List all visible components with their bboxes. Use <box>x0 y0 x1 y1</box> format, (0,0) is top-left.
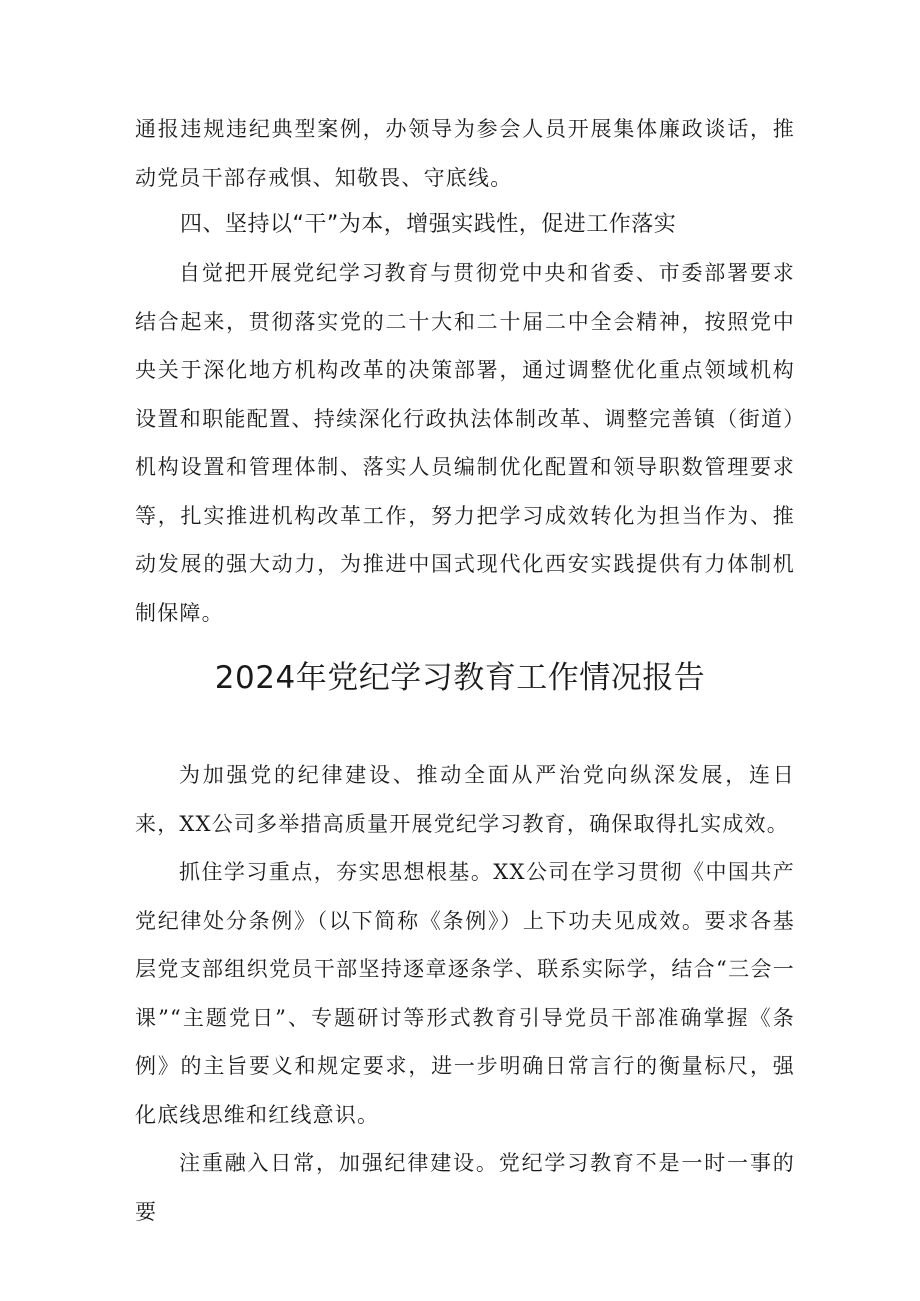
section-paragraph: 自觉把开展党纪学习教育与贯彻党中央和省委、市委部署要求结合起来，贯彻落实党的二十大和二十届二中全会精神，按照党中央关于深化地方机构改革的决策部署，通过调整优化重点领域机构设置和职能配置、持续深化行政执法体制改革、调整完善镇（街道）机构设置和管理体制、落实人员编制优化配置和领导职数管理要求等，扎实推进机构改革工作，努力把学习成效转化为担当作为、推动发展的强大动力，为推进中国式现代化西安实践提供有力体制机制保障。 <box>135 261 795 625</box>
continuation-paragraph: 通报违规违纪典型案例，办领导为参会人员开展集体廉政谈话，推动党员干部存戒惧、知敬畏、守底线。 <box>135 117 795 190</box>
report-paragraph-study-focus: 抓住学习重点，夯实思想根基。XX公司在学习贯彻《中国共产党纪律处分条例》（以下简称《条例》）上下功夫见成效。要求各基层党支部组织党员干部坚持逐章逐条学、联系实际学，结合“三会一课”“主题党日”、专题研讨等形式教育引导党员干部准确掌握《条例》的主旨要义和规定要求，进一步明确日常言行的衡量标尺，强化底线思维和红线意识。 <box>135 860 795 1127</box>
report-title: 2024年党纪学习教育工作情况报告 <box>214 660 706 696</box>
section-heading: 四、坚持以“干”为本，增强实践性，促进工作落实 <box>180 212 677 237</box>
report-intro-paragraph: 为加强党的纪律建设、推动全面从严治党向纵深发展，连日来，XX公司多举措高质量开展党纪学习教育，确保取得扎实成效。 <box>135 763 795 836</box>
report-paragraph-daily-integration: 注重融入日常，加强纪律建设。党纪学习教育不是一时一事的要 <box>135 1151 795 1224</box>
